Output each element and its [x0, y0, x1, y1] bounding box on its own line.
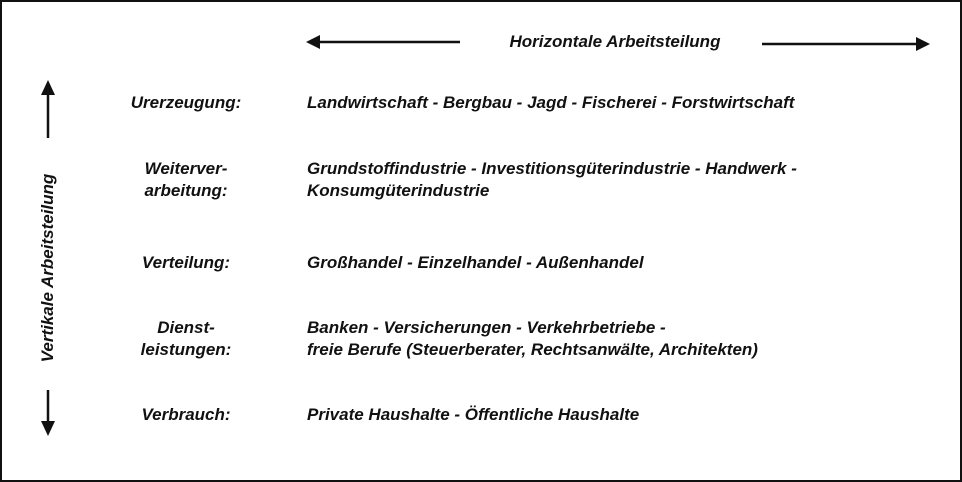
row-label-verbrauch: [110, 404, 262, 426]
row-value-dienstleistungen: [307, 317, 927, 361]
row-value-urerzeugung: [307, 92, 927, 114]
vertical-axis-label: Vertikale Arbeitsteilung: [38, 173, 57, 363]
row-label-line: arbeitung:: [144, 181, 228, 200]
row-label-line: Weiterver-: [144, 159, 228, 178]
horizontal-axis-label: Horizontale Arbeitsteilung: [509, 32, 721, 51]
row-label-dienstleistungen: [110, 317, 262, 361]
row-label-line: Dienst-: [157, 318, 215, 337]
row-label-line: Urerzeugung:: [130, 93, 242, 112]
row-value-line: Private Haushalte - Öffentliche Haushalte: [307, 405, 640, 424]
row-value-line: Landwirtschaft - Bergbau - Jagd - Fischerei - Forstwirtschaft: [307, 93, 795, 112]
row-label-urerzeugung: [110, 92, 262, 114]
row-value-verteilung: [307, 252, 927, 274]
row-value-verbrauch: [307, 404, 927, 426]
row-value-line: Banken - Versicherungen - Verkehrbetriebe -: [307, 318, 666, 337]
row-value-line: Konsumgüterindustrie: [307, 181, 490, 200]
row-label-line: Verteilung:: [141, 253, 231, 272]
row-value-weiterverarbeitung: [307, 158, 927, 202]
row-label-verteilung: [110, 252, 262, 274]
row-label-weiterverarbeitung: [110, 158, 262, 202]
row-label-line: Verbrauch:: [141, 405, 231, 424]
row-value-line: freie Berufe (Steuerberater, Rechtsanwälte, Architekten): [307, 340, 758, 359]
row-value-line: Großhandel - Einzelhandel - Außenhandel: [307, 253, 644, 272]
row-label-line: leistungen:: [140, 340, 232, 359]
row-value-line: Grundstoffindustrie - Investitionsgüterindustrie - Handwerk -: [307, 159, 797, 178]
